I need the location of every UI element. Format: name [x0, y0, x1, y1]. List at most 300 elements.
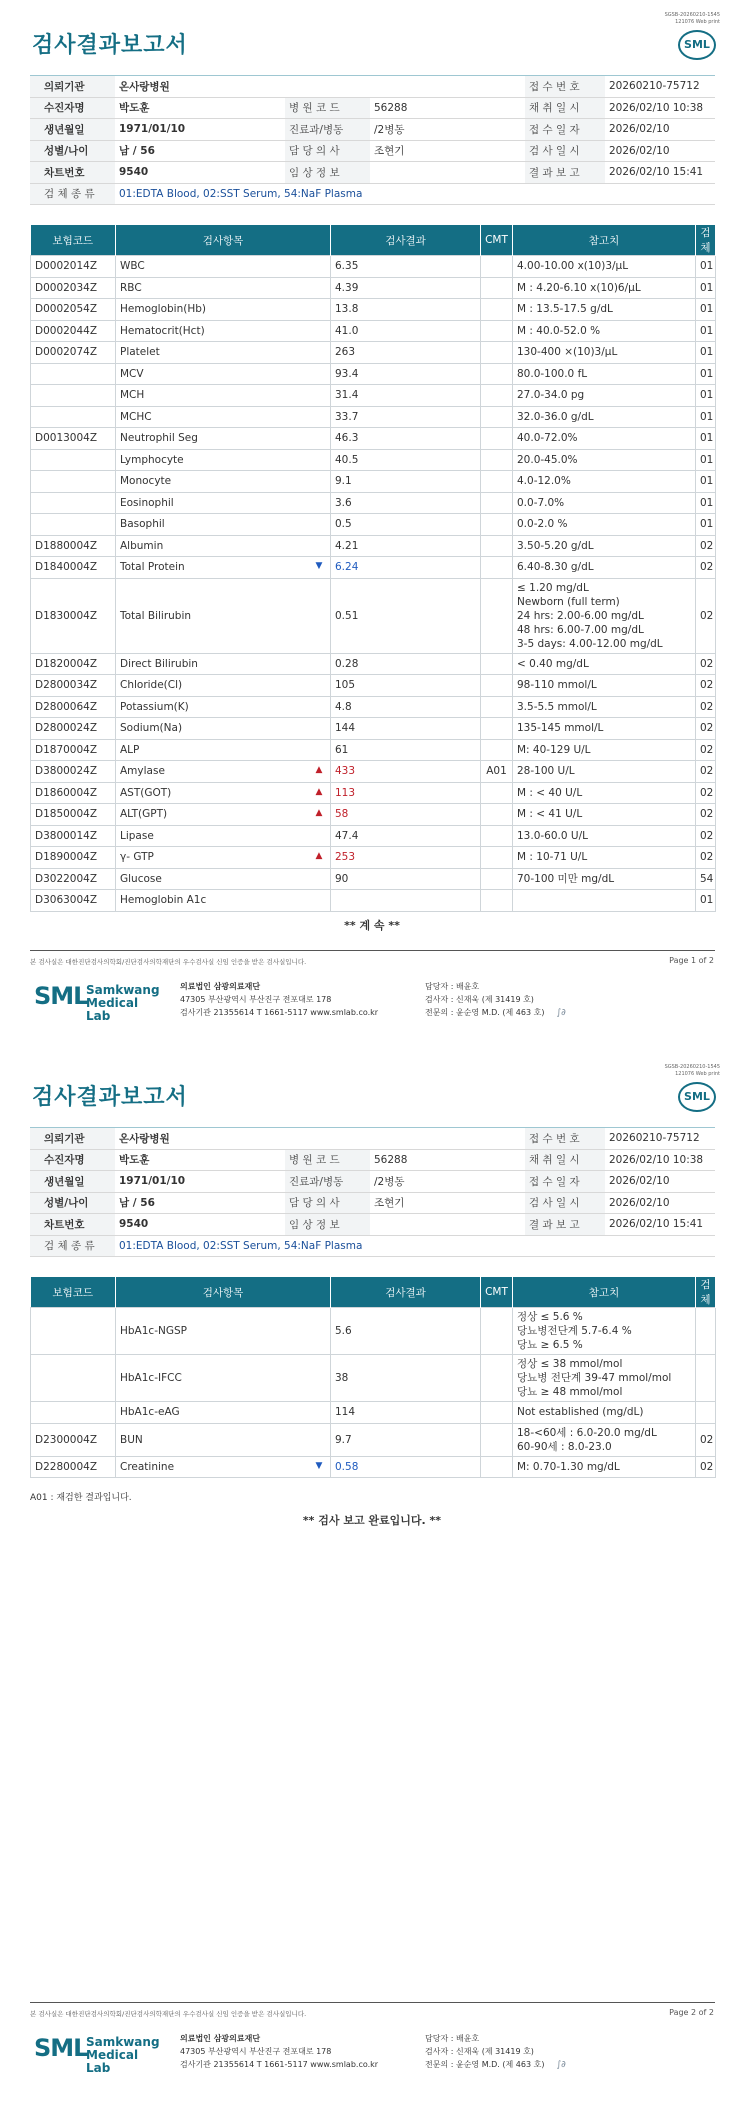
- sig-line: 검사자 : 신재욱 (제 31419 호): [425, 995, 534, 1004]
- cell-result: [331, 277, 481, 299]
- cell-code-text: D2280004Z: [35, 1460, 98, 1473]
- cell-spec: [696, 277, 716, 299]
- cell-item-text: Lymphocyte: [120, 453, 184, 466]
- cell-cmt: [481, 535, 513, 557]
- cell-code: [31, 825, 116, 847]
- cell-result-text: 0.58: [335, 1460, 359, 1473]
- cell-ref: [513, 739, 696, 761]
- cell-item-text: Amylase: [120, 765, 165, 778]
- table-row: [31, 578, 716, 653]
- cell-cmt: [481, 804, 513, 826]
- samkwang-logo: [34, 980, 160, 1023]
- cell-item-text: WBC: [120, 260, 145, 273]
- cell-spec-text: 02: [700, 829, 714, 842]
- sig-line: 검사자 : 신재욱 (제 31419 호): [425, 2047, 534, 2056]
- table-row: [31, 825, 716, 847]
- doctor: 조현기: [370, 140, 525, 162]
- cell-code-text: D1850004Z: [35, 808, 98, 821]
- cell-code: [31, 256, 116, 278]
- cell-spec-text: 01: [700, 518, 714, 531]
- cell-ref-text: 70-100 미만 mg/dL: [517, 872, 615, 885]
- cell-item: [116, 492, 331, 514]
- cell-item: [116, 256, 331, 278]
- cell-code: [31, 1355, 116, 1402]
- info-label: 접 수 일 자: [525, 119, 605, 141]
- col-header-code: 보험코드: [31, 225, 116, 256]
- org-info: [180, 980, 378, 1019]
- cell-spec: [696, 782, 716, 804]
- org-info: [180, 2032, 378, 2071]
- cell-spec-text: 01: [700, 496, 714, 509]
- cell-result: [331, 1355, 481, 1402]
- logo-name-line: Medical Lab: [86, 2048, 139, 2075]
- col-header-cmt: CMT: [481, 1277, 513, 1308]
- footer-divider: [30, 2002, 715, 2003]
- cell-item: [116, 804, 331, 826]
- cell-item: [116, 847, 331, 869]
- table-row: [31, 471, 716, 493]
- info-label: 진료과/병동: [285, 119, 370, 141]
- hospital-code: 56288: [370, 1149, 525, 1171]
- cell-code-text: D2800034Z: [35, 679, 98, 692]
- cell-spec: [696, 739, 716, 761]
- info-label: 임 상 정 보: [285, 1214, 370, 1236]
- cell-code: [31, 1423, 116, 1456]
- cell-ref-text: M : 10-71 U/L: [517, 851, 588, 864]
- cell-spec: [696, 471, 716, 493]
- cell-item: [116, 868, 331, 890]
- cell-item: [116, 428, 331, 450]
- signatures: [425, 980, 566, 1020]
- cell-spec: [696, 1402, 716, 1424]
- cell-ref: [513, 299, 696, 321]
- cell-item: [116, 1402, 331, 1424]
- cell-item-text: Total Protein: [120, 561, 185, 574]
- cell-ref: [513, 363, 696, 385]
- cell-result: [331, 890, 481, 912]
- cell-code: [31, 320, 116, 342]
- table-row: [31, 342, 716, 364]
- cell-spec-text: 01: [700, 475, 714, 488]
- cell-cmt: [481, 718, 513, 740]
- cell-ref: [513, 277, 696, 299]
- cell-result: [331, 385, 481, 407]
- info-label: 수진자명: [30, 97, 115, 119]
- table-row: [31, 782, 716, 804]
- cell-code-text: D3022004Z: [35, 872, 98, 885]
- cell-spec-text: 01: [700, 410, 714, 423]
- cell-cmt: [481, 847, 513, 869]
- table-row: [31, 406, 716, 428]
- cell-item-text: ALP: [120, 743, 140, 756]
- cell-result: [331, 449, 481, 471]
- cell-spec-text: 01: [700, 453, 714, 466]
- cell-cmt: [481, 385, 513, 407]
- cell-cmt: [481, 320, 513, 342]
- cell-spec-text: 02: [700, 851, 714, 864]
- info-label: 수진자명: [30, 1149, 115, 1171]
- logo-name-line: Medical Lab: [86, 996, 139, 1023]
- cell-item-text: Sodium(Na): [120, 722, 183, 735]
- cell-cmt: [481, 578, 513, 653]
- cell-spec-text: 01: [700, 894, 714, 907]
- cell-spec-text: 02: [700, 743, 714, 756]
- table-row: [31, 1308, 716, 1355]
- cell-spec: [696, 492, 716, 514]
- info-label: 임 상 정 보: [285, 162, 370, 184]
- cell-result: [331, 535, 481, 557]
- cell-spec-text: 02: [700, 609, 714, 622]
- cell-result: [331, 578, 481, 653]
- cell-ref: [513, 1308, 696, 1355]
- cell-ref-text: 28-100 U/L: [517, 765, 575, 778]
- cell-ref: [513, 320, 696, 342]
- continued-note: ** 계 속 **: [344, 919, 400, 932]
- sig-line: 담당자 : 배윤호: [425, 2034, 480, 2043]
- cell-item: [116, 1308, 331, 1355]
- cell-cmt: [481, 449, 513, 471]
- cell-code-text: D1820004Z: [35, 657, 98, 670]
- cell-result: [331, 1423, 481, 1456]
- high-flag-icon: ▲: [315, 808, 323, 819]
- report-time: 2026/02/10 15:41: [605, 1214, 715, 1236]
- cell-spec: [696, 675, 716, 697]
- cell-cmt: [481, 739, 513, 761]
- cell-ref-text: 27.0-34.0 pg: [517, 389, 585, 402]
- cell-code: [31, 718, 116, 740]
- cell-code: [31, 363, 116, 385]
- a01-note: A01 : 재검한 결과입니다.: [30, 1493, 132, 1503]
- table-row: [31, 847, 716, 869]
- cell-spec: [696, 342, 716, 364]
- cell-item: [116, 739, 331, 761]
- cell-ref: [513, 385, 696, 407]
- cell-ref: [513, 847, 696, 869]
- request-org: 온사랑병원: [115, 76, 525, 98]
- cell-spec: [696, 320, 716, 342]
- cell-spec: [696, 804, 716, 826]
- print-meta: [665, 1064, 720, 1078]
- chart-no: 9540: [115, 1214, 285, 1236]
- cell-code-text: D3800014Z: [35, 829, 98, 842]
- dept: /2병동: [370, 119, 525, 141]
- cell-item-text: Neutrophil Seg: [120, 432, 198, 445]
- cell-ref: [513, 428, 696, 450]
- cell-ref: [513, 653, 696, 675]
- cell-item: [116, 782, 331, 804]
- cell-result-text: 4.8: [335, 700, 352, 713]
- col-header-result: 검사결과: [331, 1277, 481, 1308]
- cell-result: [331, 492, 481, 514]
- complete-note: ** 검사 보고 완료입니다. **: [302, 1514, 442, 1527]
- cell-cmt: [481, 342, 513, 364]
- cell-ref-text: ≤ 1.20 mg/dL Newborn (full term) 24 hrs: 2.00-6.00 mg/dL 48 hrs: 6.00-7.00 mg/dL 3-5 days: 4.00-12.00 mg/dL: [517, 581, 663, 650]
- cell-item-text: Basophil: [120, 518, 165, 531]
- cell-cmt: [481, 428, 513, 450]
- cell-result-text: 0.51: [335, 609, 359, 622]
- cell-ref: [513, 782, 696, 804]
- receipt-no: 20260210-75712: [605, 1128, 715, 1150]
- cell-result: [331, 696, 481, 718]
- hospital-code: 56288: [370, 97, 525, 119]
- patient-info-table: [30, 75, 715, 205]
- cell-cmt: [481, 557, 513, 579]
- cert-note: 본 검사실은 대한진단검사의학회/진단검사의학재단의 우수검사실 신임 인증을 받은 검사실입니다.: [30, 958, 307, 966]
- cell-cmt: [481, 514, 513, 536]
- cell-item-text: RBC: [120, 281, 142, 294]
- high-flag-icon: ▲: [315, 765, 323, 776]
- cell-ref: [513, 557, 696, 579]
- cell-result: [331, 1402, 481, 1424]
- cell-item: [116, 696, 331, 718]
- cell-cmt: [481, 277, 513, 299]
- cell-item-text: BUN: [120, 1433, 143, 1446]
- cell-item-text: Hemoglobin(Hb): [120, 303, 207, 316]
- cell-code-text: D1860004Z: [35, 786, 98, 799]
- cell-ref-text: M : 4.20-6.10 x(10)6/μL: [517, 281, 641, 294]
- cell-item: [116, 363, 331, 385]
- cell-result-text: 31.4: [335, 389, 359, 402]
- cell-ref-text: 3.5-5.5 mmol/L: [517, 700, 597, 713]
- cell-item-text: Hematocrit(Hct): [120, 324, 205, 337]
- specimen-types: 01:EDTA Blood, 02:SST Serum, 54:NaF Plasma: [115, 183, 715, 205]
- cell-cmt: [481, 868, 513, 890]
- cell-cmt: [481, 825, 513, 847]
- cell-spec: [696, 363, 716, 385]
- cell-ref: [513, 868, 696, 890]
- cell-spec: [696, 1355, 716, 1402]
- info-label: 담 당 의 사: [285, 1192, 370, 1214]
- cell-code: [31, 449, 116, 471]
- cell-item-text: Direct Bilirubin: [120, 657, 198, 670]
- col-header-spec: 검체: [696, 1277, 716, 1308]
- info-label: 의뢰기관: [30, 76, 115, 98]
- cell-spec: [696, 385, 716, 407]
- cell-item-text: Creatinine: [120, 1460, 175, 1473]
- info-label: 병 원 코 드: [285, 1149, 370, 1171]
- cell-item: [116, 342, 331, 364]
- cell-spec: [696, 653, 716, 675]
- cell-result-text: 90: [335, 872, 349, 885]
- cell-result: [331, 342, 481, 364]
- col-header-item: 검사항목: [116, 1277, 331, 1308]
- cell-result-text: 433: [335, 765, 356, 778]
- print-meta-line: SGSB-20260210-1545: [664, 12, 720, 18]
- cell-spec: [696, 718, 716, 740]
- cell-result-text: 46.3: [335, 432, 359, 445]
- patient-name: 박도훈: [115, 1149, 285, 1171]
- page-number: Page 2 of 2: [669, 2008, 714, 2017]
- cell-result-text: 263: [335, 346, 356, 359]
- cell-result: [331, 804, 481, 826]
- table-row: [31, 557, 716, 579]
- cell-cmt: [481, 256, 513, 278]
- cell-ref: [513, 804, 696, 826]
- info-label: 채 취 일 시: [525, 97, 605, 119]
- cell-result-text: 33.7: [335, 410, 359, 423]
- info-label: 차트번호: [30, 1214, 115, 1236]
- results-table-page-2: [30, 1277, 716, 1478]
- collect-time: 2026/02/10 10:38: [605, 97, 715, 119]
- cell-result: [331, 868, 481, 890]
- cell-item-text: Monocyte: [120, 475, 172, 488]
- sex-age: 남 / 56: [115, 140, 285, 162]
- table-row: [31, 449, 716, 471]
- col-header-ref: 참고치: [513, 225, 696, 256]
- cell-spec: [696, 1456, 716, 1478]
- cell-cmt: [481, 761, 513, 783]
- cell-ref-text: M: 0.70-1.30 mg/dL: [517, 1460, 620, 1473]
- cell-code: [31, 675, 116, 697]
- cell-ref-text: 0.0-2.0 %: [517, 518, 568, 531]
- cell-item-text: Glucose: [120, 872, 162, 885]
- dob: 1971/01/10: [115, 1171, 285, 1193]
- cell-result: [331, 320, 481, 342]
- cell-spec-text: 02: [700, 561, 714, 574]
- cell-spec: [696, 557, 716, 579]
- cell-ref-text: M : 13.5-17.5 g/dL: [517, 303, 613, 316]
- cell-code-text: D1840004Z: [35, 561, 98, 574]
- cell-code: [31, 299, 116, 321]
- specimen-types: 01:EDTA Blood, 02:SST Serum, 54:NaF Plasma: [115, 1235, 715, 1257]
- footer-divider: [30, 950, 715, 951]
- test-date: 2026/02/10: [605, 140, 715, 162]
- cell-item-text: AST(GOT): [120, 786, 172, 799]
- info-label: 성별/나이: [30, 140, 115, 162]
- info-label: 성별/나이: [30, 1192, 115, 1214]
- cell-spec-text: 02: [700, 765, 714, 778]
- cell-code-text: D0013004Z: [35, 432, 98, 445]
- cell-result-text: 47.4: [335, 829, 359, 842]
- cell-code: [31, 277, 116, 299]
- info-label: 결 과 보 고: [525, 162, 605, 184]
- cell-result: [331, 514, 481, 536]
- receipt-date: 2026/02/10: [605, 1171, 715, 1193]
- samkwang-logo: [34, 2032, 160, 2075]
- cell-ref: [513, 1355, 696, 1402]
- table-row: [31, 492, 716, 514]
- cell-spec-text: 02: [700, 700, 714, 713]
- cell-cmt: [481, 675, 513, 697]
- cell-result: [331, 782, 481, 804]
- cell-item: [116, 535, 331, 557]
- cell-spec-text: 02: [700, 1433, 714, 1446]
- print-meta: [665, 12, 720, 26]
- cell-spec-text: 02: [700, 722, 714, 735]
- cell-result-text: 93.4: [335, 367, 359, 380]
- col-header-cmt: CMT: [481, 225, 513, 256]
- cell-spec-text: 01: [700, 260, 714, 273]
- cell-code: [31, 514, 116, 536]
- cell-result: [331, 739, 481, 761]
- sig-line: 전문의 : 윤순영 M.D. (제 463 호): [425, 2060, 545, 2069]
- info-label: 접 수 번 호: [525, 1128, 605, 1150]
- report-page-2: [0, 1052, 744, 2104]
- cell-result-text: 38: [335, 1372, 349, 1384]
- info-label: 결 과 보 고: [525, 1214, 605, 1236]
- cell-ref: [513, 535, 696, 557]
- cell-result: [331, 471, 481, 493]
- cell-item: [116, 557, 331, 579]
- cell-ref-text: 4.00-10.00 x(10)3/μL: [517, 260, 629, 273]
- cell-spec: [696, 1423, 716, 1456]
- cell-spec: [696, 696, 716, 718]
- cell-ref: [513, 1423, 696, 1456]
- cell-code: [31, 1456, 116, 1478]
- cell-code: [31, 1402, 116, 1424]
- cell-spec-text: 01: [700, 346, 714, 359]
- table-row: [31, 868, 716, 890]
- col-header-code: 보험코드: [31, 1277, 116, 1308]
- cell-ref: [513, 1402, 696, 1424]
- cell-ref: [513, 471, 696, 493]
- cell-spec-text: 02: [700, 786, 714, 799]
- cell-code-text: D1880004Z: [35, 539, 98, 552]
- table-row: [31, 718, 716, 740]
- cell-spec-text: 02: [700, 679, 714, 692]
- cell-ref: [513, 578, 696, 653]
- cell-code: [31, 492, 116, 514]
- cell-item: [116, 514, 331, 536]
- org-contact: 검사기관 21355614 T 1661-5117 www.smlab.co.kr: [180, 1008, 379, 1017]
- cell-item-text: MCV: [120, 367, 144, 380]
- cell-spec: [696, 535, 716, 557]
- chart-no: 9540: [115, 162, 285, 184]
- receipt-date: 2026/02/10: [605, 119, 715, 141]
- cell-cmt: [481, 653, 513, 675]
- sml-logo-icon: SML: [678, 1082, 716, 1112]
- cell-result-text: 114: [335, 1406, 356, 1419]
- cell-item: [116, 471, 331, 493]
- cell-item: [116, 761, 331, 783]
- cell-result: [331, 363, 481, 385]
- cell-code: [31, 471, 116, 493]
- cell-code-text: D0002074Z: [35, 346, 98, 359]
- cell-result: [331, 299, 481, 321]
- cell-ref-text: 135-145 mmol/L: [517, 722, 604, 735]
- results-table-page-1: [30, 225, 716, 912]
- cell-ref-text: 13.0-60.0 U/L: [517, 829, 588, 842]
- col-header-ref: 참고치: [513, 1277, 696, 1308]
- patient-name: 박도훈: [115, 97, 285, 119]
- cell-ref-text: M : < 40 U/L: [517, 786, 583, 799]
- cell-result: [331, 847, 481, 869]
- cell-result-text: 4.39: [335, 281, 359, 294]
- cell-code-text: D1890004Z: [35, 851, 98, 864]
- org-name: 의료법인 삼광의료재단: [180, 982, 261, 991]
- org-address: 47305 부산광역시 부산진구 전포대로 178: [180, 2047, 332, 2056]
- cell-result: [331, 406, 481, 428]
- cell-result: [331, 761, 481, 783]
- cell-ref-text: 98-110 mmol/L: [517, 679, 597, 692]
- cell-item: [116, 675, 331, 697]
- cell-ref: [513, 761, 696, 783]
- cell-item-text: Lipase: [120, 829, 154, 842]
- clinical-info: [370, 1214, 525, 1236]
- signatures: [425, 2032, 566, 2072]
- cell-item: [116, 1456, 331, 1478]
- cell-spec: [696, 825, 716, 847]
- org-contact: 검사기관 21355614 T 1661-5117 www.smlab.co.kr: [180, 2060, 379, 2069]
- cell-code-text: D0002054Z: [35, 303, 98, 316]
- cell-result: [331, 557, 481, 579]
- cell-ref: [513, 342, 696, 364]
- cell-code: [31, 557, 116, 579]
- cell-code-text: D0002034Z: [35, 281, 98, 294]
- cell-result: [331, 1456, 481, 1478]
- dob: 1971/01/10: [115, 119, 285, 141]
- cell-item: [116, 718, 331, 740]
